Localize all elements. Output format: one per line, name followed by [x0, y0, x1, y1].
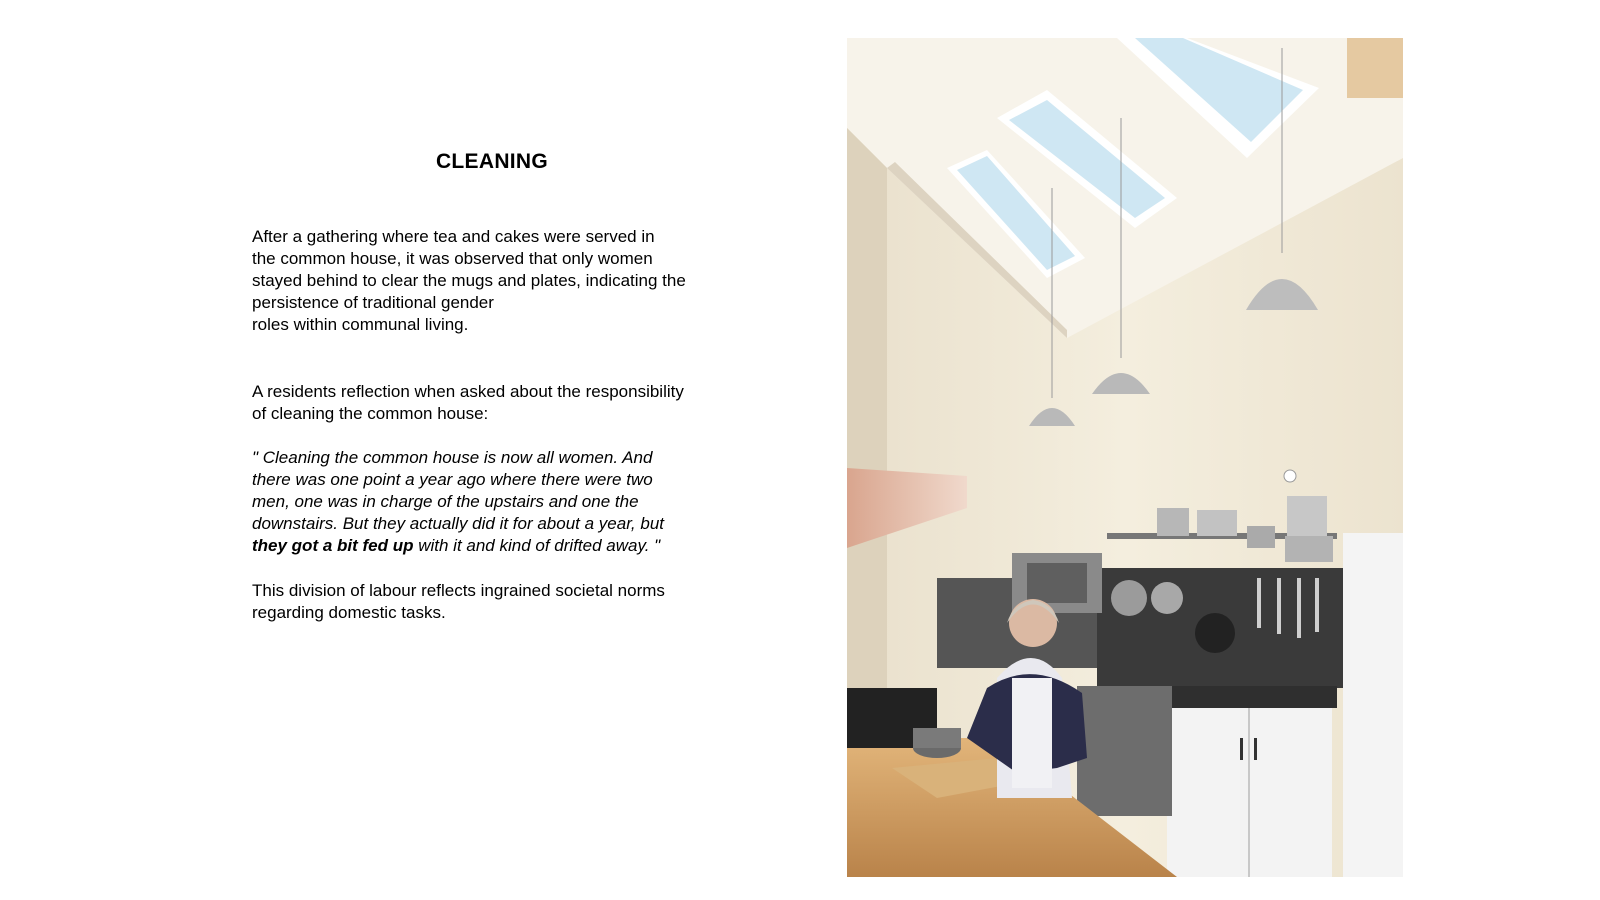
kitchen-photo [847, 38, 1403, 877]
text-line: After a gathering where tea and cakes were served in [252, 227, 655, 246]
pot-icon [1197, 510, 1237, 536]
fridge [1343, 533, 1403, 877]
text-line: This division of labour reflects ingrained societal norms [252, 581, 665, 600]
quote-line-rest: with it and kind of drifted away. " [413, 536, 661, 555]
quote-line [252, 535, 732, 557]
ceiling-beam [1347, 38, 1403, 98]
pot-icon [1157, 508, 1189, 536]
resident-quote [252, 447, 732, 557]
quote-line: downstairs. But they actually did it for about a year, but [252, 514, 665, 533]
pan-icon [1111, 580, 1147, 616]
page-title: CLEANING [435, 150, 549, 173]
text-line: the common house, it was observed that only women [252, 249, 653, 268]
quote-emphasis: they got a bit fed up [252, 536, 414, 555]
quote-line: men, one was in charge of the upstairs and one the [252, 492, 639, 511]
text-line: roles within communal living. [252, 315, 469, 334]
observation-paragraph [252, 226, 732, 336]
quote-line: " Cleaning the common house is now all women. And [252, 448, 653, 467]
quote-line: there was one point a year ago where there were two [252, 470, 653, 489]
conclusion-paragraph [252, 580, 732, 624]
kitchen-photo-illustration [847, 38, 1403, 877]
text-column [252, 0, 732, 900]
pan-icon [1151, 582, 1183, 614]
text-line: of cleaning the common house: [252, 404, 489, 423]
text-line: persistence of traditional gender [252, 293, 494, 312]
pot-icon [1285, 536, 1333, 562]
pan-icon [1195, 613, 1235, 653]
clock-icon [1284, 470, 1296, 482]
text-line: A residents reflection when asked about the responsibility [252, 382, 684, 401]
text-line: regarding domestic tasks. [252, 603, 446, 622]
pot-icon [1247, 526, 1275, 548]
pot-icon [1287, 496, 1327, 536]
reflection-intro-paragraph [252, 381, 732, 425]
text-line: stayed behind to clear the mugs and plates, indicating the [252, 271, 686, 290]
